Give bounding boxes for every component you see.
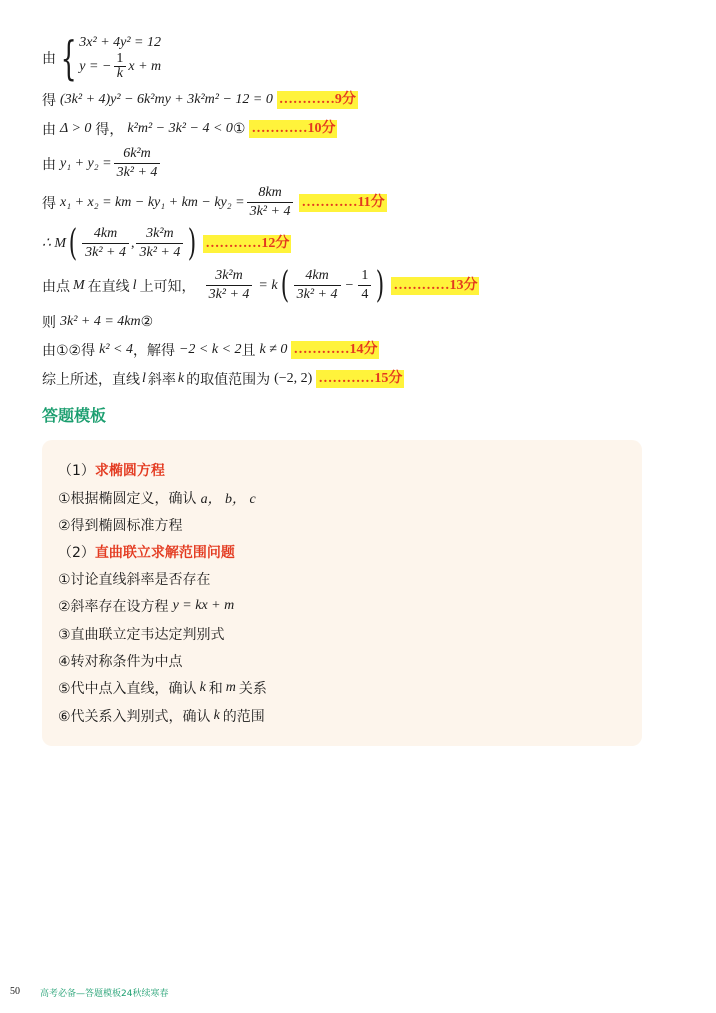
step-text: 在直线 (87, 278, 130, 295)
step-prefix: 综上所述，直线 (42, 372, 140, 388)
midpoint-x-den: 3k² + 4 (82, 243, 129, 262)
vieta-y-den: 3k² + 4 (114, 163, 161, 182)
step-vieta-x (42, 184, 387, 221)
score-badge: …………12分 (205, 235, 290, 251)
score-badge: …………15分 (318, 371, 403, 386)
footer-text: 高考必备—答题模板24秋续寒春 (40, 989, 169, 999)
template-item (58, 596, 234, 616)
item-text: 和 (208, 681, 223, 697)
solve-expr2: −2 < k < 2 (178, 342, 242, 357)
relation-expr: 3k² + 4 = 4km (60, 314, 141, 329)
slope-k: k (177, 371, 185, 386)
on-line-rhs-den: 3k² + 4 (294, 285, 341, 304)
step-prefix: 则 (42, 315, 56, 331)
equals-k: = k (258, 277, 278, 293)
template-item (58, 624, 225, 644)
vieta-x-num: 8km (258, 185, 282, 200)
step-prefix: 由①②得 (42, 343, 96, 359)
part-title: 求椭圆方程 (94, 463, 165, 479)
score-badge: …………9分 (278, 92, 356, 107)
equation-mark-1: ① (232, 121, 246, 137)
step-solve (42, 340, 379, 360)
system-eq1: 3x² + 4y² = 12 (79, 35, 161, 50)
part-title: 直曲联立求解范围问题 (94, 545, 235, 561)
vieta-x-lhs: x₁ + x₂ = km − ky₁ + km − ky₂ = (60, 194, 245, 210)
system-eq2-den: k (114, 66, 126, 81)
minus-sign: − (345, 277, 354, 293)
quadratic-expr: (3k² + 4)y² − 6k²my + 3k²m² − 12 = 0 (60, 92, 273, 107)
score-badge: …………13分 (393, 277, 478, 293)
step-relation (42, 312, 153, 332)
system-eq2-lhs: y = − (79, 58, 112, 74)
step-connector: 得， (95, 122, 124, 138)
left-brace: { (60, 30, 77, 85)
section-title: 答题模板 (42, 406, 107, 425)
step-conclusion (42, 369, 404, 389)
step-prefix: 由点 (42, 278, 70, 295)
step-discriminant (42, 119, 337, 139)
discriminant-cond: Δ > 0 (60, 121, 92, 136)
vieta-x-den: 3k² + 4 (247, 202, 294, 221)
item-expr: y = kx + m (172, 598, 235, 613)
score-badge: …………10分 (251, 121, 336, 136)
step-prefix: 由 (42, 122, 56, 138)
left-paren: ( (68, 222, 78, 264)
system-eq2-num: 1 (116, 51, 124, 66)
step-prefix: 由 (42, 156, 56, 173)
item-text: 关系 (238, 681, 267, 697)
step-on-line (42, 264, 479, 306)
midpoint-x-num: 4km (93, 226, 118, 241)
var-m: m (225, 680, 236, 695)
equation-mark-2: ② (140, 314, 154, 330)
on-line-rhs-num: 4km (305, 268, 329, 283)
quarter-den: 4 (358, 285, 371, 304)
step-prefix: 由 (42, 50, 56, 67)
item-text: ②斜率存在设方程 (58, 599, 169, 615)
template-item (58, 515, 183, 535)
discriminant-expr: k²m² − 3k² − 4 < 0 (127, 121, 233, 136)
template-item (58, 488, 256, 508)
step-system (42, 30, 162, 85)
line-l: l (132, 277, 137, 293)
on-line-lhs-den: 3k² + 4 (206, 285, 253, 304)
item-text: ①讨论直线斜率是否存在 (58, 572, 211, 588)
item-text: ⑤代中点入直线，确认 (58, 681, 197, 697)
midpoint-prefix: ∴ M (42, 236, 67, 251)
point-m: M (73, 277, 85, 293)
left-paren: ( (280, 264, 289, 306)
score-badge: …………14分 (293, 342, 378, 357)
range-expr: (−2, 2) (274, 371, 313, 386)
midpoint-y-num: 3k²m (146, 226, 174, 241)
midpoint-y-den: 3k² + 4 (136, 243, 183, 262)
item-text: ①根据椭圆定义，确认 (58, 491, 197, 507)
step-text: 上可知， (139, 278, 196, 295)
template-item (58, 706, 265, 726)
solve-expr1: k² < 4 (99, 342, 133, 357)
template-item (58, 678, 267, 698)
vieta-y-num: 6k²m (123, 146, 151, 161)
template-item (58, 569, 211, 589)
quarter-num: 1 (361, 268, 369, 283)
step-midpoint (42, 222, 291, 264)
template-box (42, 440, 642, 746)
system-eq2-rhs: x + m (128, 58, 162, 74)
item-vars: a， b， c (200, 492, 256, 507)
step-quadratic (42, 90, 358, 110)
step-text: 斜率 (147, 372, 176, 388)
on-line-lhs-num: 3k²m (215, 268, 243, 283)
vieta-y-lhs: y₁ + y₂ = (60, 155, 112, 171)
step-text: ，解得 (132, 343, 175, 359)
item-text: 的范围 (222, 709, 265, 725)
var-k: k (199, 680, 206, 695)
score-badge: …………11分 (301, 194, 385, 210)
right-paren: ) (376, 264, 385, 306)
template-item (58, 651, 183, 671)
line-l: l (142, 371, 146, 386)
right-paren: ) (188, 222, 197, 264)
page-number: 50 (10, 986, 20, 997)
item-text: ③直曲联立定韦达定判别式 (58, 627, 225, 643)
template-part1-heading (58, 460, 165, 480)
part-number: （1） (58, 463, 95, 479)
part-number: （2） (58, 545, 95, 561)
template-part2-heading (58, 542, 235, 562)
step-vieta-y (42, 145, 162, 182)
step-prefix: 得 (42, 93, 56, 109)
comma: , (130, 235, 135, 251)
var-k: k (213, 708, 220, 723)
step-prefix: 得 (42, 195, 56, 212)
step-text: 且 (241, 343, 256, 359)
item-text: ⑥代关系入判别式，确认 (58, 709, 211, 725)
item-text: ②得到椭圆标准方程 (58, 518, 183, 534)
solve-expr3: k ≠ 0 (259, 342, 288, 357)
item-text: ④转对称条件为中点 (58, 654, 183, 670)
step-text: 的取值范围为 (186, 372, 271, 388)
